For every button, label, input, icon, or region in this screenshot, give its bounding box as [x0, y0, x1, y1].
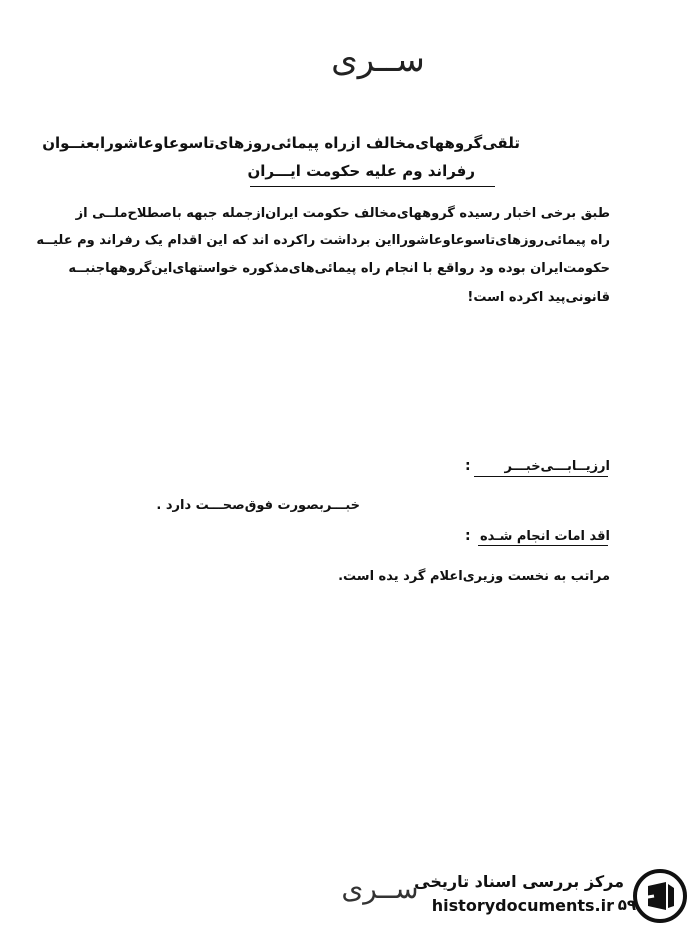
actions-taken-underline: [478, 545, 608, 546]
document-title-line-1: تلقی‌گروههای‌مخالف ازراه پیمائی‌روزهای‌تاسوعاوعاشورابعنــوان: [42, 134, 520, 152]
document-title-line-2: رفراند وم علیه حکومت ایـــران: [247, 162, 475, 180]
actions-taken-label: اقد امات انجام شـده: [479, 529, 610, 544]
title-underline: [250, 186, 495, 187]
actions-taken-colon: :: [465, 528, 471, 544]
body-line-4: قانونی‌پید اکرده است!: [467, 290, 610, 305]
archive-logo-icon: [632, 868, 688, 924]
news-assessment-label: ارزیــابـــی‌خبـــر: [504, 459, 610, 474]
news-assessment-colon: :: [465, 458, 471, 474]
watermark-org-name: مرکز بررسی اسناد تاریخی: [414, 872, 624, 891]
body-line-2: راه پیمائی‌روزهای‌تاسوعاوعاشورا‌این برداشت راکرده اند که این اقدام یک رفراند وم علیــه: [36, 233, 610, 248]
body-line-1: طبق برخی اخبار رسیده گروههای‌مخالف حکومت ایران‌ازجمله جبهه باصطلاح‌ملــی از: [75, 206, 610, 221]
watermark-site: historydocuments.ir: [431, 896, 614, 915]
news-assessment-underline: [474, 476, 608, 477]
archive-watermark: [408, 866, 688, 926]
body-line-3: حکومت‌ایران بوده ود رواقع با انجام راه پیمائی‌های‌مذکوره خواستهای‌این‌گروههاجنبــه: [68, 261, 610, 276]
classification-stamp-bottom: ســری: [341, 872, 419, 905]
actions-taken-value: مراتب به نخست وزیری‌اعلام گرد یده است.: [338, 569, 610, 584]
page-number: ۵۹: [617, 896, 636, 914]
classification-stamp-top: ســری: [331, 40, 425, 80]
news-assessment-value: خبـــربصورت فوق‌صحـــت دارد .: [156, 498, 360, 513]
